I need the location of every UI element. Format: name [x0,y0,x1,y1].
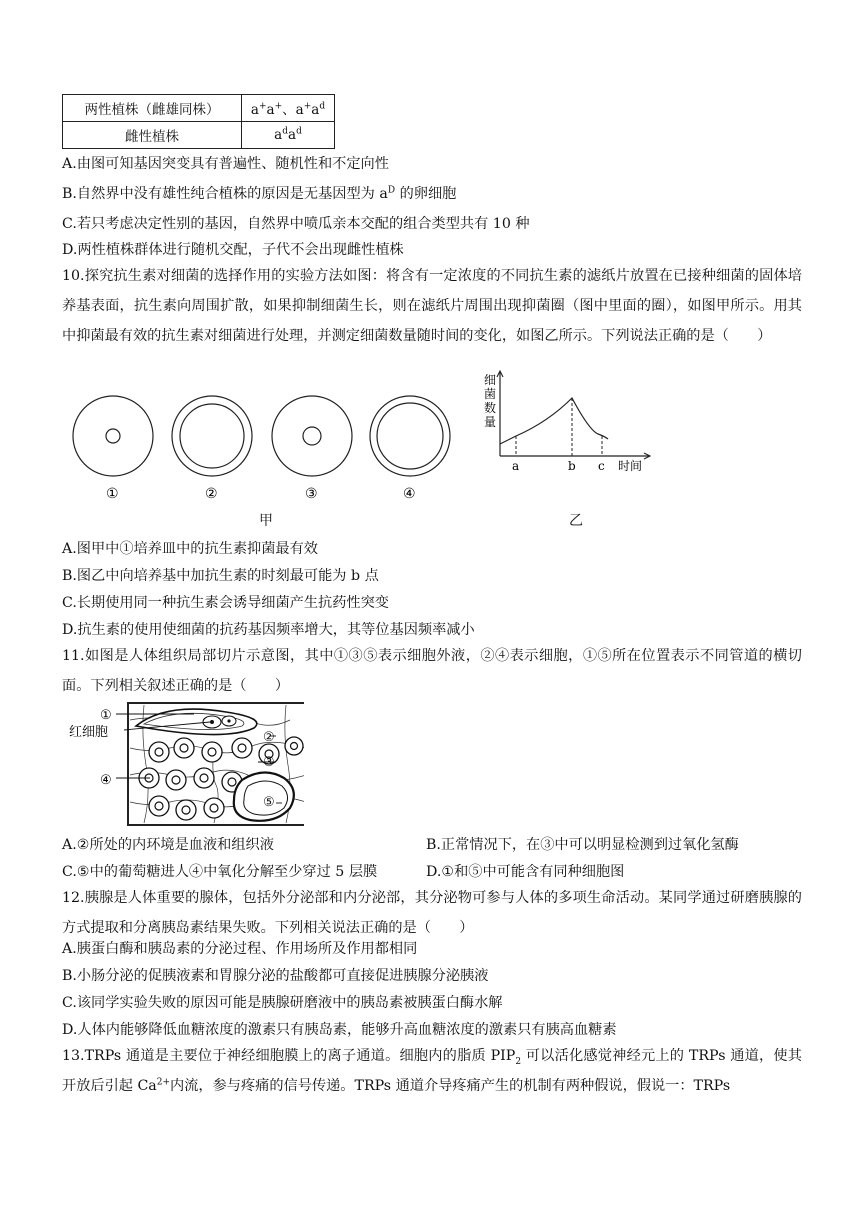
q13-stem: 13.TRPs 通道是主要位于神经细胞膜上的离子通道。细胞内的脂质 $PIP_2$ 可以活化感觉神经元上的 TRPs 通道，使其开放后引起 $Ca^{2+}$内流，参与疼痛的信号传递。TRPs 通道介导疼痛产生的机制有两种假说，假说一：TRPs [62,1048,802,1094]
petri-dish-4 [370,396,450,476]
q9-option-d: D.两性植株群体进行随机交配，子代不会出现雌性植株 [62,242,404,258]
q11-option-c: C.⑤中的葡萄糖进人④中氧化分解至少穿过 5 层膜 [62,864,378,880]
figure-label-2: ② [263,730,275,745]
table-row [63,122,335,149]
figure-label-3: ③ [263,755,275,770]
table-row [63,95,335,122]
petri-dish-3 [272,396,352,476]
q11-stem: 11.如图是人体组织局部切片示意图，其中①③⑤表示细胞外液，②④表示细胞，①⑤所在位置表示不同管道的横切面。下列相关叙述正确的是（ ） [62,648,802,694]
figure-label-5: ⑤ [263,795,275,810]
phenotype-cell: 两性植株（雌雄同株） [63,95,242,122]
q12-option-d: D.人体内能够降低血糖浓度的激素只有胰岛素，能够升高血糖浓度的激素只有胰高血糖素 [62,1022,617,1038]
q11-option-b: B.正常情况下，在③中可以明显检测到过氧化氢酶 [426,837,739,853]
figure-caption-jia: 甲 [259,513,273,529]
tick-label-a: a [512,459,520,473]
figure-label-4: ④ [100,773,112,788]
figure-caption-yi: 乙 [569,513,583,529]
dish-label: ② [205,486,218,502]
petri-dish-2 [172,396,252,476]
tick-label-b: b [568,459,576,473]
dish-label: ① [106,486,119,502]
q10-figure-jia [66,388,456,508]
figure-label-1: ① [100,708,112,723]
dish-label: ④ [403,486,416,502]
genotype-cell: a+a+、$a^+a^d$ [242,95,335,122]
q9-option-b: B.自然界中没有雄性纯合植株的原因是无基因型为 $a^D$ 的卵细胞 [62,185,457,202]
q10-option-c: C.长期使用同一种抗生素会诱导细菌产生抗药性突变 [62,595,389,611]
genotype-cell: $a^da^d$ [242,122,335,149]
phenotype-cell: 雌性植株 [63,122,242,149]
q11-option-d: D.①和⑤中可能含有同种细胞图 [426,864,625,880]
q12-stem: 12.胰腺是人体重要的腺体，包括外分泌部和内分泌部，其分泌物可参与人体的多项生命活动。某同学通过研磨胰腺的方式提取和分离胰岛素结果失败。下列相关说法正确的是（ ） [62,890,802,936]
graph-ylabel: 数 [484,401,497,415]
q10-option-d: D.抗生素的使用使细菌的抗药基因频率增大，其等位基因频率减小 [62,622,475,638]
figure-label-rbc: 红细胞 [69,725,109,740]
q10-stem: 10.探究抗生素对细菌的选择作用的实验方法如图：将含有一定浓度的不同抗生素的滤纸片放置在已接种细菌的固体培养基表面，抗生素向周围扩散，如果抑制细菌生长，则在滤纸片周围出现抑菌圈（图中里面的圈），如图甲所示。用其中抑菌最有效的抗生素对细菌进行处理，并测定细菌数量随时间的变化，如图乙所示。下列说法正确的是（ ） [62,268,802,344]
graph-ylabel: 量 [484,415,497,429]
tick-label-c: c [598,459,605,473]
graph-xlabel: 时间 [618,459,643,473]
q9-option-c: C.若只考虑决定性别的基因，自然界中喷瓜亲本交配的组合类型共有 10 种 [62,216,530,232]
q9-option-a: A.由图可知基因突变具有普遍性、随机性和不定向性 [62,156,389,172]
genotype-table [62,94,335,149]
q12-option-c: C.该同学实验失败的原因可能是胰腺研磨液中的胰岛素被胰蛋白酶水解 [62,995,503,1011]
q12-option-b: B.小肠分泌的促胰液素和胃腺分泌的盐酸都可直接促进胰腺分泌胰液 [62,968,489,984]
q12-option-a: A.胰蛋白酶和胰岛素的分泌过程、作用场所及作用都相同 [62,941,418,957]
graph-ylabel: 细 [484,373,497,387]
dish-label: ③ [305,486,318,502]
q11-option-a: A.②所处的内环境是血液和组织液 [62,837,274,853]
graph-ylabel: 菌 [484,387,497,401]
q10-graph-yi [478,370,668,480]
petri-dish-1 [73,396,153,476]
q10-option-a: A.图甲中①培养皿中的抗生素抑菌最有效 [62,541,318,557]
q10-option-b: B.图乙中向培养基中加抗生素的时刻最可能为 b 点 [62,568,379,584]
